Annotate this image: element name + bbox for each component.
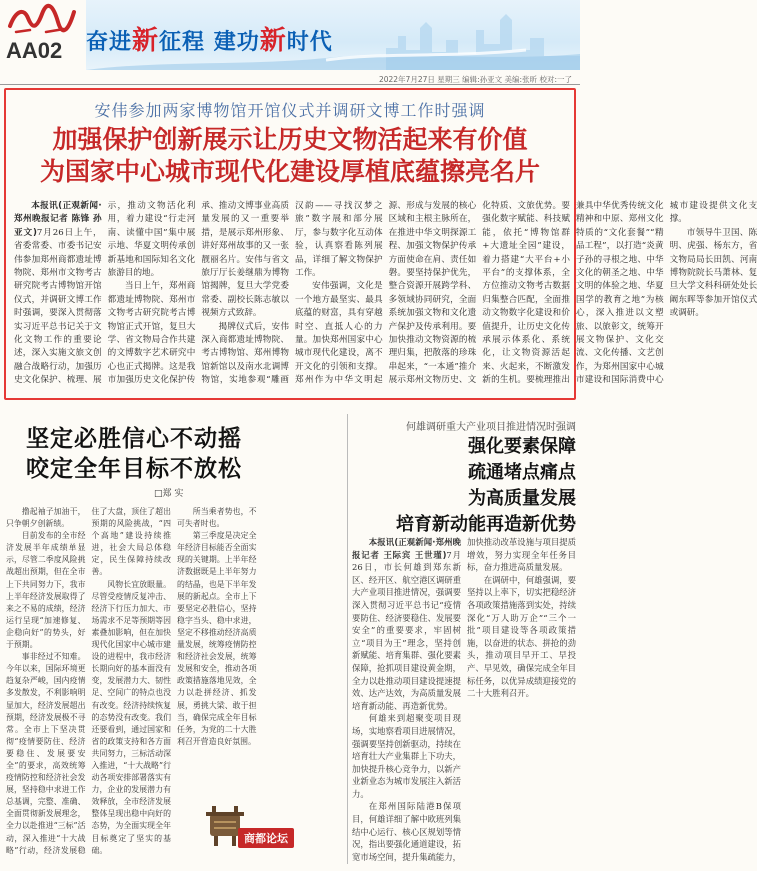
slogan-part-2: 新 xyxy=(132,26,160,56)
commentary-paragraph: 所当乘者势也，不可失者时也。 xyxy=(177,507,257,529)
commentary-author: □郑 实 xyxy=(154,489,184,499)
slogan-part-5: 时代 xyxy=(286,30,333,55)
news-headline-line-2: 疏通堵点痛点 xyxy=(468,462,576,483)
lead-paragraph: 安伟强调，文化是一个地方最坚实、最具底蕴的财富，具有穿越时空、直抵人心的力量。加快郑州国家中心城市现代化建设，离不开文化的引领和支撑。郑州作为中华文明起源、形成与发展的核心区域和主根主脉所在，在推进中华文明探源工程、加强文物保护传承方面使命在肩、责任如磐。要坚持保护优先，整合资源开展跨学科、多领域协同研究，全面系统加强文物和文化遗产保护及传承利用。要加快推动文物资源的梳理归集，把散落的珍珠串起来，“一本通”推介展示郑州文物历史、文化特质、文旅优势。要强化数字赋能、科技赋能，依托“博物馆群+大遗址全园”建设，着力搭建“大平台+小平台”的支撑体系，全方位推动文物考古数据归集整合匹配，全面推动文物数字化建设和价值提升，让历史文化传承展示体系化、系统化，让文物资源活起来、火起来，不断激发新的生机。要梳理推出兼具中华优秀传统文化精神和中原、郑州文化特质的“文化套餐”“精品工程”，以打造“炎黄子孙的寻根之地、中华文化的朝圣之地、中华文明的体验之地、华夏国学的教育之地”为核心，深入推进以文塑旅、以旅彰文，统筹开展文物保护、文化交流、文化传播、文艺创作，为郑州国家中心城市建设和国际消费中心城市建设提供文化支撑。 xyxy=(294,201,757,386)
news-paragraph: 何雄来到超聚变项目现场，实地察看项目进展情况，强调要坚持创新驱动，持续在培育壮大产业集群上下功夫，加快提升核心竞争力，以新产业新业态为城市发展注入新活力。 xyxy=(352,713,461,799)
news-paragraph xyxy=(352,536,461,712)
forum-seal xyxy=(202,804,322,852)
lead-byline: 本报讯(正观新闻·郑州晚报记者 陈锋 孙亚文) xyxy=(14,201,102,238)
commentary-paragraph: 事非经过不知难。今年以来，国际环境更趋复杂严峻，国内疫情多发散发，不利影响明显加大，经济发展超出预期，经济发展极不寻常。全市上下坚决贯彻“疫情要防住、经济要稳住、发展要安全”的要求，高效统筹疫情防控和经济社会发展，坚持稳中求进工作总基调，完整、准确、全面贯彻新发展理念，全力以赴推进“三标”活动，深入推进“十大战略”行动，经济发展稳住了大盘，顶住了超出预期的风险挑战，“四个高地”建设持续推进，社会大局总体稳定，民生保障持续改善。 xyxy=(6,507,171,855)
commentary-headline xyxy=(26,424,336,484)
news-byline: 本报讯(正观新闻·郑州晚报记者 王际宾 王世瑾) xyxy=(352,537,461,560)
lead-headline-line-1: 加强保护创新展示让历史文物活起来有价值 xyxy=(52,125,528,154)
forum-seal-label: 商都论坛 xyxy=(238,828,294,848)
news-body xyxy=(352,536,576,866)
news-article xyxy=(352,414,576,869)
masthead-slogan xyxy=(86,20,333,57)
commentary-headline-line-1: 坚定必胜信心不动摇 xyxy=(26,426,242,452)
slogan-part-4: 新 xyxy=(259,26,287,56)
news-kicker: 何雄调研重大产业项目推进情况时强调 xyxy=(406,422,576,433)
commentary-paragraph: 风物长宜放眼量。尽管受疫情反复冲击、经济下行压力加大、市场需求不足等预期等因素叠加影响，但在加快现代化国家中心城市建设的进程中，我市经济长期向好的基本面没有变，发展潜力大、韧性足、空间广的特点也没有改变。经济持续恢复的态势没有改变。我们还要看到，通过国家和省的政策支持和各方面共同努力，三标活动深入推进，“十大战略”行动各项安排部署落实有力，企业的发展潜力有效释放，全市经济发展整体呈现出稳中向好的态势，为全面实现全年目标奠定了坚实的基础。 xyxy=(91,579,171,855)
newspaper-logo-calligraphy xyxy=(6,4,78,36)
news-headline xyxy=(352,434,576,538)
commentary-article xyxy=(4,414,344,869)
slogan-part-1: 奋进 xyxy=(86,30,133,55)
lead-article xyxy=(4,88,757,400)
lead-paragraph-text: 7月26日上午，省委常委、市委书记安伟参加郑州商都遗址博物院、郑州市文物考古研究院考古博物馆开馆仪式，并调研文博工作时强调，要深入贯彻落实习近平总书记关于文化文物工作的重要论述，深入实施文旅文创融合战略行动，加强历史文化保护、梳理、展示，推动文物活化利用，着力建设“行走河南、读懂中国”集中展示地、华夏文明传承创新基地和国际知名文化旅游目的地。 xyxy=(14,201,196,386)
commentary-paragraph: 第三季度是决定全年经济目标能否全面实现的关键期。上半年经济数据既是上半年努力的结晶，也是下半年发展的新起点。全市上下要坚定必胜信心，坚持稳字当头、稳中求进，坚定不移推动经济高质量发展，统筹疫情防控和经济社会发展，统筹发展和安全，推动各项政策措施落地见效，全力以赴拼经济、抓发展，勇挑大梁、敢于担当，确保完成全年目标任务，为党的二十大胜利召开营造良好氛围。 xyxy=(177,531,257,746)
dateline: 2022年7月27日 星期三 编辑:孙亚文 美编:张昕 校对:一了 xyxy=(378,75,572,84)
column-divider xyxy=(347,414,348,864)
slogan-part-3: 征程 建功 xyxy=(159,30,260,55)
commentary-paragraph: 撸起袖子加油干，只争朝夕创新绩。 xyxy=(6,507,86,529)
lead-paragraph: 市领导牛卫国、陈明、虎强、杨东方，省文物局局长田凯、河南博物院院长马萧林、复旦大学文科科研处处长阚东晖等参加开馆仪式或调研。 xyxy=(669,227,757,319)
news-paragraph: 在调研中，何雄强调，要坚持以上率下，切实把稳经济各项政策措施落到实处，持续深化“万人助万企”“三个一批”项目建设等各项政策措施，以奋进的状态、拼抢的劲头，推动项目早开工、早投产、早见效，确保完成全年目标任务，以优异成绩迎接党的二十大胜利召开。 xyxy=(467,574,576,699)
commentary-paragraph: 目前发布的全市经济发展半年成绩单显示，尽管二季度风险挑战超出预期，但在全市上下共同努力下，我市上半年经济发展取得了来之不易的成绩，经济运行呈现“加速修复、企稳向好”的势头，好于预期。 xyxy=(6,531,86,650)
news-headline-line-4: 培育新动能再造新优势 xyxy=(396,514,576,535)
news-headline-line-3: 为高质量发展 xyxy=(468,488,576,509)
masthead-rule xyxy=(0,84,580,85)
page-number: AA02 xyxy=(6,38,63,63)
news-paragraph-text: 7月26日，市长何雄到郑东新区、经开区、航空港区调研重大产业项目推进情况，强调要深入贯彻习近平总书记“疫情要防住、经济要稳住、发展要安全”的重要要求，牢固树立“项目为王”理念，坚持创新赋能、培育集群、强化要素保障，抢抓项目建设黄金期，全力以赴推动项目建设提速提效、达产达效，为高质量发展培育新动能、再造新优势。 xyxy=(352,549,461,711)
news-headline-line-1: 强化要素保障 xyxy=(468,436,576,457)
commentary-headline-line-2: 咬定全年目标不放松 xyxy=(26,456,242,482)
masthead xyxy=(0,0,580,84)
lead-headline-line-2: 为国家中心城市现代化建设厚植底蕴擦亮名片 xyxy=(39,157,540,186)
lead-paragraph: 当日上午，郑州商都遗址博物院、郑州市文物考古研究院考古博物馆正式开馆，复旦大学、省文物局合作共建的文博数字艺术研究中心也正式揭牌。这是我市加强历史文化保护传承、推动文博事业高质量发展的又一重要举措，是展示郑州形象、讲好郑州故事的又一张靓丽名片。安伟与省文旅厅厅长姜继鼎为博物馆揭牌，复旦大学党委常委、副校长陈志敏以视频方式致辞。 xyxy=(107,201,289,386)
lead-headline xyxy=(6,124,574,188)
lead-kicker: 安伟参加两家博物馆开馆仪式并调研文博工作时强调 xyxy=(94,101,486,120)
lead-body xyxy=(14,200,757,396)
lead-paragraph: 揭牌仪式后，安伟深入商都遗址博物院、考古博物馆、郑州博物馆新馆以及南水北调博物馆，实地参观“雕画汉韵——寻找汉梦之旅”数字展和部分展厅，参与数字化互动体验，认真察看陈列展品，详细了解文物保护工作。 xyxy=(201,201,383,386)
news-paragraph: 在郑州国际陆港B保项目，何雄详细了解中欧班列集结中心运行、核心区规划等情况，指出要强化通道建设，拓宽市场空间，提升集疏能力，加快推动改革设施与项目提质增效，努力实现全年任务目标，奋力推进高质量发展。 xyxy=(352,537,576,862)
